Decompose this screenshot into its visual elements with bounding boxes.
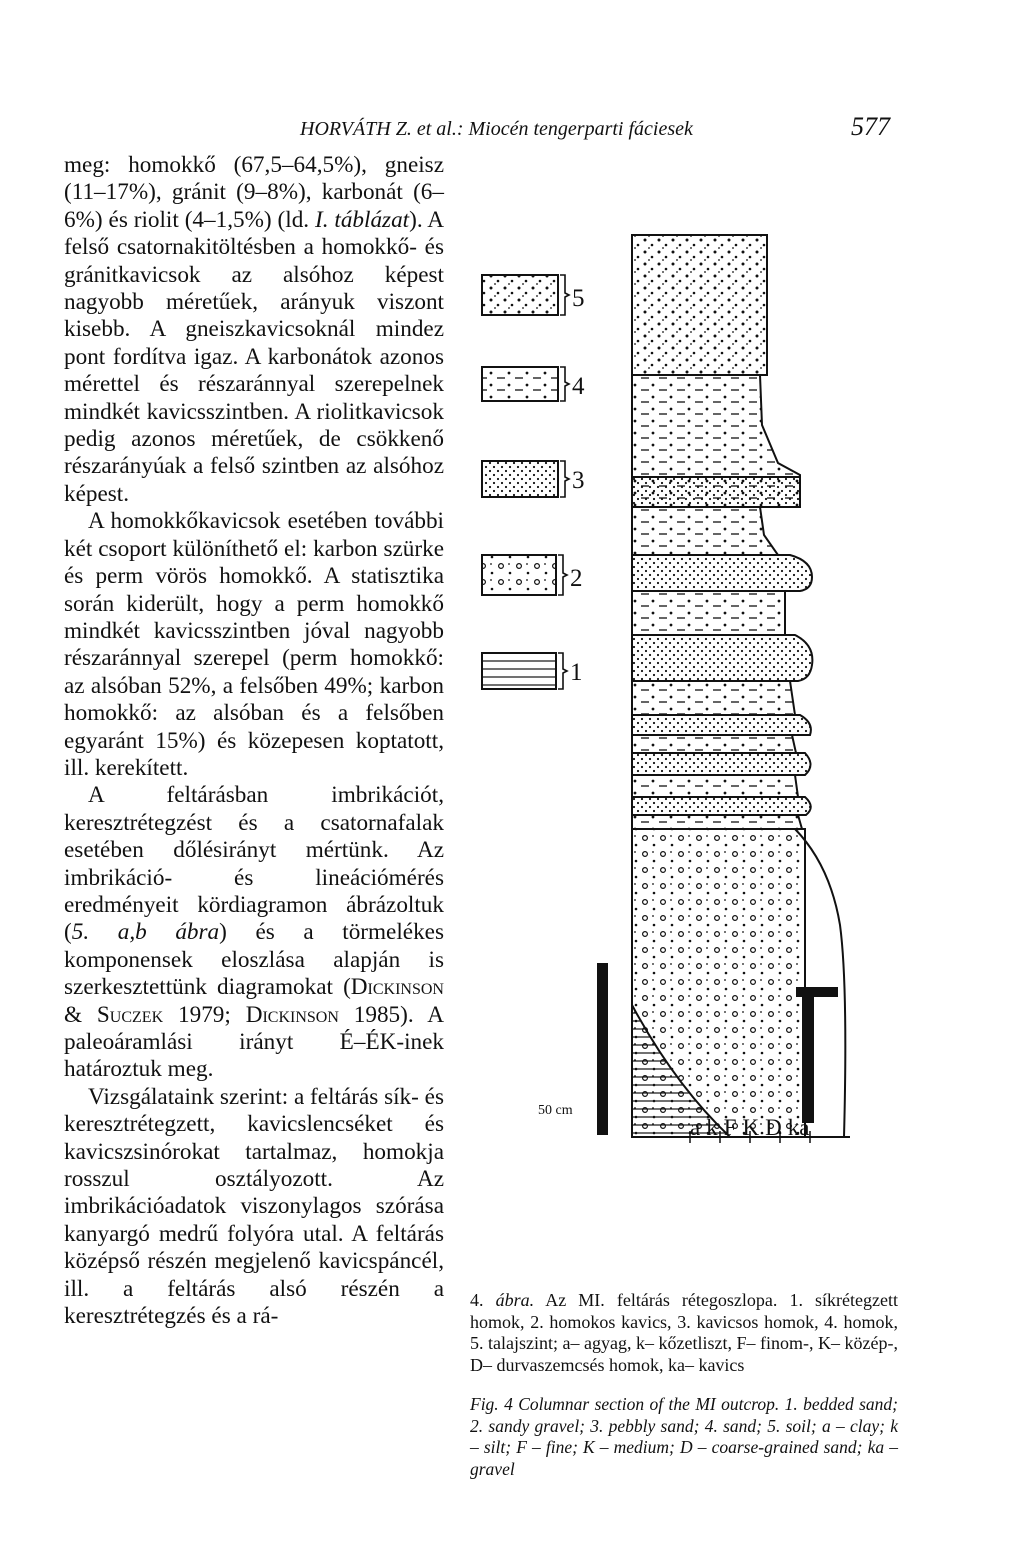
caption-number: 4. bbox=[470, 1290, 484, 1310]
layer-soil bbox=[632, 235, 767, 375]
p3-d: 1985). A paleoáramlási irányt É–ÉK-inek határoztuk meg. bbox=[64, 1001, 445, 1083]
figure-caption-hungarian bbox=[470, 1290, 898, 1376]
layer-pebbly-sand-1 bbox=[632, 477, 800, 507]
layer-pebbly-sand-3 bbox=[632, 635, 812, 681]
gravel-marker-stem bbox=[802, 993, 814, 1123]
paragraph-1 bbox=[64, 152, 444, 508]
p3-b: ) és a törmelékes komponensek eloszlása alapján is szerkesztettünk diagramokat ( bbox=[64, 919, 444, 1001]
scale-label: 50 cm bbox=[538, 1103, 573, 1118]
citation-dickinson-suczek: Dickinson & Suczek bbox=[64, 974, 444, 1028]
label-silt: k bbox=[706, 1115, 718, 1140]
paragraph-2: A homokkőkavicsok esetében további két csoport különíthető el: karbon szürke és perm vörös homokkő. A statisztika során kiderült, hogy a perm homokkő mindkét kavicsszintben jóval nagyobb részaránnyal szerepel (perm homokkő: az alsóban 52%, a felsőben 49%; karbon homokkő: az alsóban és a felsőben egyaránt 15%) és közepesen koptatott, ill. kerekített. bbox=[64, 508, 444, 781]
label-coarse: D bbox=[765, 1115, 782, 1140]
legend-box-soil bbox=[482, 275, 558, 315]
caption-text: Az MI. feltárás rétegoszlopa. 1. síkrétegzett homok, 2. homokos kavics, 3. kavicsos homok, 4. homok, 5. talajszint; a– agyag, k– kőzetliszt, F– finom-, K– közép-, D– durvaszemcsés homok, ka– kavics bbox=[470, 1290, 899, 1375]
legend-brace-1 bbox=[558, 653, 567, 689]
legend-brace-4 bbox=[560, 367, 569, 401]
columnar-section-figure bbox=[460, 225, 900, 1270]
columnar-section-drawing bbox=[460, 225, 900, 1270]
legend-label-2: 2 bbox=[570, 565, 583, 592]
running-title: HORVÁTH Z. et al.: Miocén tengerparti fáciesek bbox=[300, 118, 693, 140]
layer-sand-6 bbox=[632, 775, 798, 797]
legend-box-sand bbox=[482, 367, 558, 401]
running-header bbox=[300, 112, 890, 148]
figure-caption-english: Fig. 4 Columnar section of the MI outcrop. 1. bedded sand; 2. sandy gravel; 3. pebbly sand; 4. sand; 5. soil; a – clay; k – silt; F – fine; K – medium; D – coarse-grained sand; ka – gravel bbox=[470, 1394, 898, 1479]
legend-box-pebbly-sand bbox=[482, 461, 558, 497]
p1-rest: ). A felső csatornakitöltésben a homokkő- és gránitkavicsok az alsóhoz képest nagyobb méretűek, arányuk viszont kisebb. A gneiszkavicsoknál mindez pont fordítva igaz. A karbonátok azonos mérettel és részaránnyal szerepelnek mindkét kavicsszintben. A riolitkavicsok pedig azonos méretűek, de csökkenő részarányúak a felső szintben az alsóhoz képest. bbox=[64, 206, 445, 507]
label-clay: a bbox=[690, 1115, 701, 1140]
layer-pebbly-sand-2 bbox=[632, 555, 812, 591]
layer-sand-4 bbox=[632, 681, 795, 715]
layer-sand-5 bbox=[632, 735, 796, 753]
table-reference: I. táblázat bbox=[314, 206, 410, 233]
paragraph-4: Vizsgálataink szerint: a feltárás sík- és keresztrétegzett, kavicslencséket és kavicszsinórokat tartalmaz, homokja rosszul osztályozott. Az imbrikációadatok viszonylagos szórása kanyargó medrű folyóra utal. A feltárás középső részén megjelenő kavicspáncél, ill. a feltárás alsó részén a keresztrétegzés és a rá- bbox=[64, 1083, 444, 1330]
legend-brace-2 bbox=[558, 555, 567, 595]
p3-c: 1979; bbox=[163, 1001, 246, 1028]
gravel-marker-bar bbox=[796, 987, 838, 997]
label-gravel: ka bbox=[787, 1115, 810, 1140]
layer-sand-3 bbox=[632, 591, 785, 635]
layer-pebbly-sand-6 bbox=[632, 797, 811, 815]
legend-label-3: 3 bbox=[572, 467, 585, 494]
paragraph-3 bbox=[64, 782, 444, 1083]
p1-text: meg: homokkő (67,5–64,5%), gneisz (11–17%), gránit (9–8%), karbonát (6–6%) és riolit (4–1,5%) (ld. bbox=[64, 152, 444, 233]
body-text bbox=[64, 152, 444, 1330]
legend-label-1: 1 bbox=[570, 659, 583, 686]
page-number: 577 bbox=[851, 112, 890, 141]
legend-brace-3 bbox=[560, 461, 569, 497]
layer-pebbly-sand-4 bbox=[632, 715, 811, 735]
caption-label: ábra. bbox=[495, 1290, 535, 1310]
p3-a: A feltárásban imbrikációt, keresztrétegzést és a csatornafalak esetében dőlésirányt mértünk. Az imbrikáció- és lineációmérés eredményeit kördiagramon ábrázoltuk ( bbox=[64, 782, 444, 946]
legend-label-4: 4 bbox=[572, 373, 585, 400]
legend-brace-5 bbox=[560, 275, 569, 315]
legend-box-bedded-sand bbox=[482, 653, 556, 689]
citation-dickinson: Dickinson bbox=[245, 1001, 339, 1028]
label-medium: K bbox=[742, 1115, 760, 1140]
legend-label-5: 5 bbox=[572, 285, 585, 312]
layer-sand-7 bbox=[632, 815, 802, 829]
layer-sand-2 bbox=[632, 507, 778, 555]
label-fine: F bbox=[723, 1115, 737, 1140]
grain-size-labels bbox=[690, 1115, 815, 1141]
layer-pebbly-sand-5 bbox=[632, 753, 811, 775]
scale-bar bbox=[597, 963, 608, 1135]
figure-reference: 5. a,b ábra bbox=[71, 919, 220, 946]
legend-box-sandy-gravel bbox=[482, 555, 556, 595]
